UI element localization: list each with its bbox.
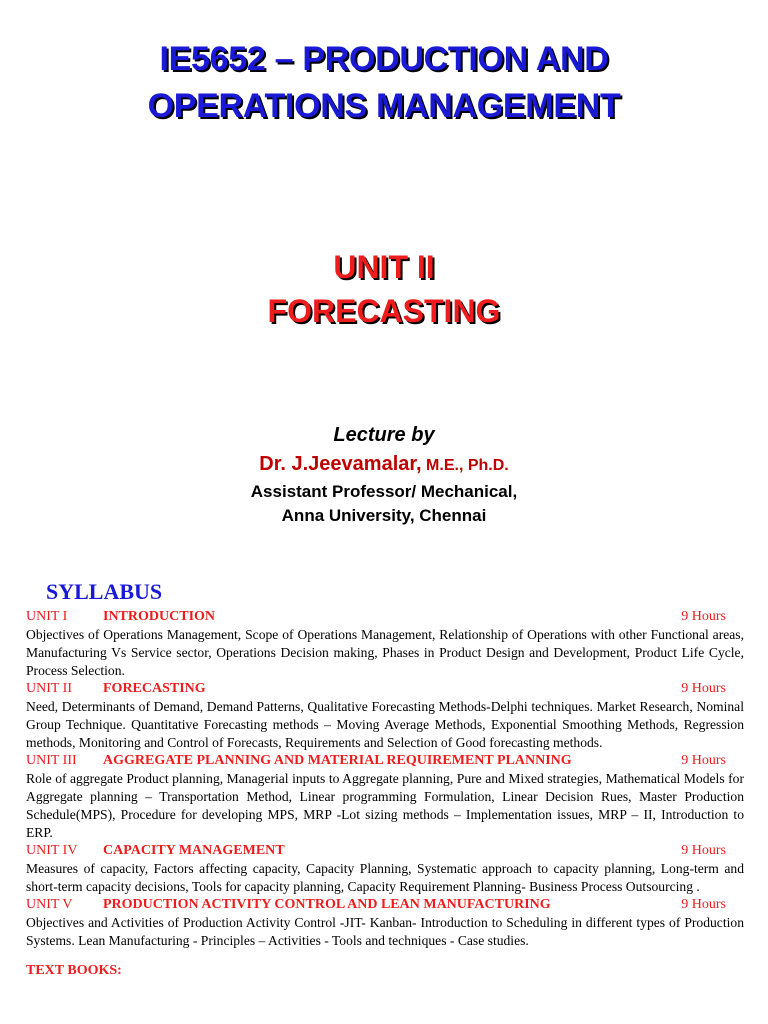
lecturer-position: Assistant Professor/ Mechanical, <box>250 482 518 501</box>
syllabus-unit <box>26 752 744 842</box>
unit-name: AGGREGATE PLANNING AND MATERIAL REQUIREMENT PLANNING <box>103 753 572 768</box>
text-books-heading: TEXT BOOKS: <box>26 963 122 978</box>
unit-description: Objectives and Activities of Production Activity Control -JIT- Kanban- Introduction to Scheduling in different types of Production Systems. Lean Manufacturing - Principles – Activities - Tools and techniques - Case studies. <box>26 915 744 948</box>
unit-title <box>0 245 768 333</box>
lecturer-degrees: M.E., Ph.D. <box>421 457 509 474</box>
unit-header <box>26 842 744 860</box>
unit-name: CAPACITY MANAGEMENT <box>103 843 285 858</box>
unit-code: UNIT I <box>26 609 68 624</box>
unit-description: Need, Determinants of Demand, Demand Patterns, Qualitative Forecasting Methods-Delphi techniques. Market Research, Nominal Group Technique. Quantitative Forecasting methods – Moving Average Methods, Exponential Smoothing Methods, Regression methods, Monitoring and Control of Forecasts, Requirements and Selection of Good forecasting methods. <box>26 699 744 750</box>
unit-hours: 9 Hours <box>681 609 726 624</box>
syllabus-unit <box>26 842 744 896</box>
unit-description: Measures of capacity, Factors affecting capacity, Capacity Planning, Systematic approach to capacity planning, Long-term and short-term capacity decisions, Tools for capacity planning, Capacity Requirement Planning- Business Process Outsourcing . <box>26 861 744 894</box>
unit-code: UNIT II <box>26 681 73 696</box>
unit-hours: 9 Hours <box>681 843 726 858</box>
unit-hours: 9 Hours <box>681 753 726 768</box>
unit-header <box>26 680 744 698</box>
syllabus-section <box>26 578 744 980</box>
unit-name: INTRODUCTION <box>103 609 216 624</box>
unit-header <box>26 896 744 914</box>
unit-description: Role of aggregate Product planning, Managerial inputs to Aggregate planning, Pure and Mixed strategies, Mathematical Models for Aggregate planning – Transportation Method, Linear programming Formulation, Linear Decision Rues, Master Production Schedule(MPS), Procedure for developing MPS, MRP -Lot sizing methods – Implementation issues, MRP – II, Introduction to ERP. <box>26 771 744 840</box>
unit-description: Objectives of Operations Management, Scope of Operations Management, Relationship of Operations with other Functional areas, Manufacturing Vs Service sector, Operations Decision making, Phases in Product Design and Development, Product Life Cycle, Process Selection. <box>26 627 744 678</box>
unit-title-line-1: UNIT II <box>333 249 435 285</box>
unit-code: UNIT IV <box>26 843 78 858</box>
unit-title-line-2: FORECASTING <box>267 293 501 329</box>
unit-name: PRODUCTION ACTIVITY CONTROL AND LEAN MANUFACTURING <box>103 897 551 912</box>
unit-hours: 9 Hours <box>681 897 726 912</box>
lecture-block <box>0 420 768 528</box>
lecturer-name-line <box>0 450 768 480</box>
unit-code: UNIT III <box>26 753 77 768</box>
course-title-line-1: IE5652 – PRODUCTION AND <box>159 40 609 78</box>
course-title <box>0 36 768 130</box>
lecturer-name: Dr. J.Jeevamalar, <box>259 453 422 475</box>
unit-name: FORECASTING <box>103 681 206 696</box>
unit-header <box>26 752 744 770</box>
lecturer-institution: Anna University, Chennai <box>281 506 487 525</box>
unit-code: UNIT V <box>26 897 73 912</box>
syllabus-unit <box>26 608 744 680</box>
unit-header <box>26 608 744 626</box>
syllabus-unit <box>26 680 744 752</box>
course-title-line-2: OPERATIONS MANAGEMENT <box>147 87 621 125</box>
syllabus-heading: SYLLABUS <box>46 579 163 604</box>
unit-hours: 9 Hours <box>681 681 726 696</box>
syllabus-unit <box>26 896 744 950</box>
lecture-by-label: Lecture by <box>333 424 435 446</box>
